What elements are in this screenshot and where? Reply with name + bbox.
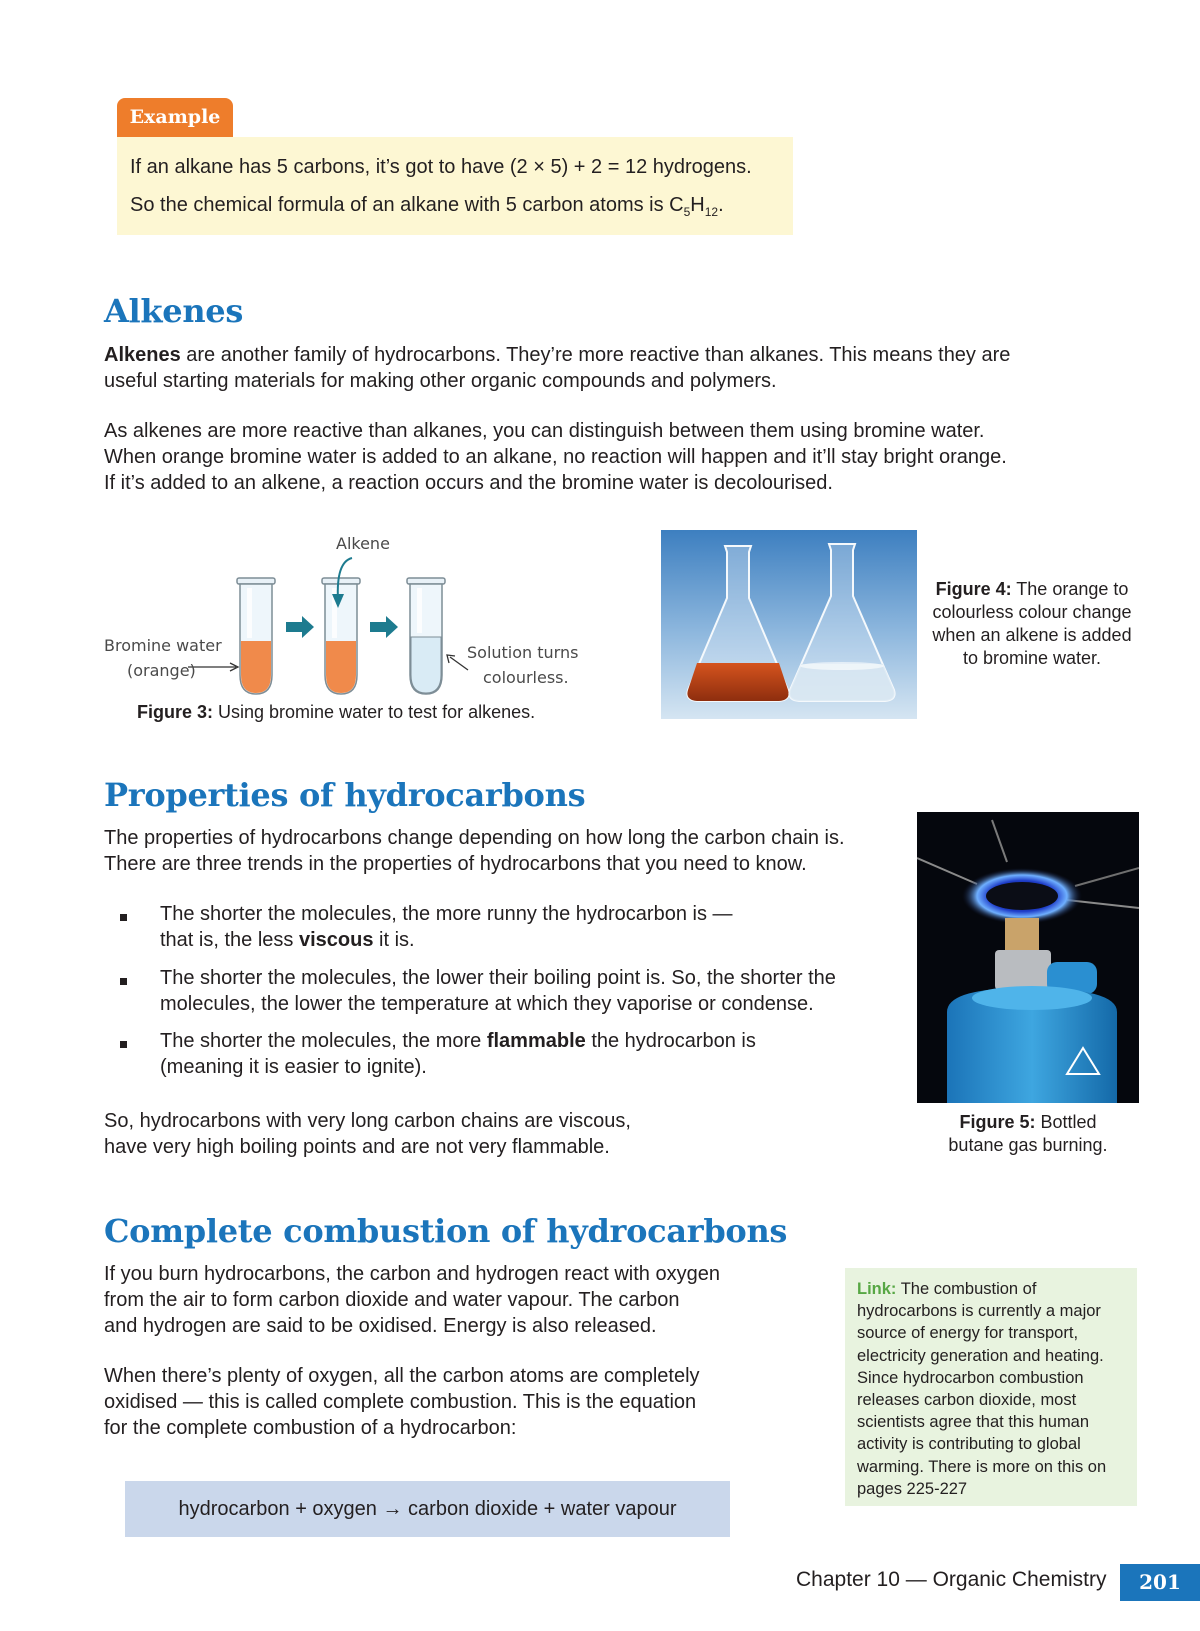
figure-3-caption [137,701,535,724]
caption-label: Figure 3: [137,702,214,722]
combustion-paragraph-2 [104,1363,700,1441]
text: If you burn hydrocarbons, the carbon and hydrogen react with oxygen [104,1263,720,1285]
example-text: H [690,194,705,216]
bullet-marker [120,1032,130,1042]
text: (meaning it is easier to ignite). [160,1056,427,1078]
test-tube-colourless [407,578,445,694]
caption-text: Using bromine water to test for alkenes. [213,702,536,722]
text: that is, the less [160,929,299,951]
text: When there’s plenty of oxygen, all the carbon atoms are completely [104,1365,700,1387]
caption-label: Figure 5: [959,1112,1036,1132]
text: molecules, the lower the temperature at which they vaporise or condense. [160,993,814,1015]
bold-term: viscous [298,929,374,951]
figure-5-caption [917,1111,1139,1157]
page-number: 201 [1120,1564,1200,1601]
figure-4-caption [922,578,1142,670]
test-tube-orange [237,578,275,694]
text: The properties of hydrocarbons change depending on how long the carbon chain is. [104,827,845,849]
combustion-heading: Complete combustion of hydrocarbons [104,1212,788,1250]
label-solution-turns: Solution turns [467,643,579,662]
bullet-marker [120,969,130,979]
text: The shorter the molecules, the lower their boiling point is. So, the shorter the [160,967,836,989]
flasks-photo [661,530,917,719]
bullet-item-1 [160,901,733,953]
subscript: 5 [683,205,691,219]
butane-burner-photo [917,812,1139,1103]
example-line-2 [130,194,724,219]
label-alkene: Alkene [336,534,390,553]
text: it is. [373,929,415,951]
example-box [117,137,793,235]
label-colourless: colourless. [483,668,569,687]
alkenes-heading: Alkenes [104,292,244,330]
text: So, hydrocarbons with very long carbon chains are viscous, [104,1110,631,1132]
chapter-title: Chapter 10 — Organic Chemistry [796,1568,1107,1591]
example-text: . [718,194,724,216]
text: The shorter the molecules, the more [160,1030,487,1052]
text: The shorter the molecules, the more runny the hydrocarbon is — [160,903,733,925]
properties-summary [104,1108,631,1160]
text: have very high boiling points and are not very flammable. [104,1136,610,1158]
example-text: So the chemical formula of an alkane with 5 carbon atoms is C [130,194,684,216]
label-orange: (orange) [127,661,196,680]
text: useful starting materials for making other organic compounds and polymers. [104,370,777,392]
text: the hydrocarbon is [585,1030,756,1052]
label-bromine-water: Bromine water [104,636,222,655]
bold-term: Alkenes [104,344,181,366]
text: If it’s added to an alkene, a reaction occurs and the bromine water is decolourised. [104,472,833,494]
text: for the complete combustion of a hydrocarbon: [104,1417,517,1439]
bullet-item-2 [160,965,836,1017]
bullet-item-3 [160,1028,756,1080]
caption-text: colourless colour change [932,602,1132,622]
text: from the air to form carbon dioxide and water vapour. The carbon [104,1289,680,1311]
text: When orange bromine water is added to an alkane, no reaction will happen and it’ll stay bright orange. [104,446,1007,468]
pointer-line [450,657,468,670]
caption-text: to bromine water. [962,648,1102,668]
arrow-right-icon [286,616,314,638]
caption-text: butane gas burning. [948,1135,1108,1155]
link-text [857,1278,1137,1500]
properties-heading: Properties of hydrocarbons [104,776,586,814]
bold-term: flammable [486,1030,586,1052]
properties-intro [104,825,845,877]
text: There are three trends in the properties of hydrocarbons that you need to know. [104,853,807,875]
subscript: 12 [704,205,719,219]
bullet-marker [120,905,130,915]
caption-text: when an alkene is added [932,625,1132,645]
combustion-equation: hydrocarbon + oxygen → carbon dioxide + water vapour [125,1481,730,1537]
text: are another family of hydrocarbons. They’re more reactive than alkanes. This means they are [180,344,1011,366]
text: oxidised — this is called complete combustion. This is the equation [104,1391,697,1413]
link-body: The combustion of hydrocarbons is currently a major source of energy for transport, electricity generation and heating. Since hydrocarbon combustion releases carbon dioxide, most scientists agree that this human activity is contributing to global warming. There is more on this on pages 225-227 [857,1280,1107,1498]
caption-label: Figure 4: [935,579,1012,599]
caption-text: Bottled [1035,1112,1097,1132]
example-tag: Example [117,98,233,137]
text: and hydrogen are said to be oxidised. Energy is also released. [104,1315,657,1337]
text: As alkenes are more reactive than alkanes, you can distinguish between them using bromine water. [104,420,985,442]
combustion-paragraph-1 [104,1261,720,1339]
example-line-1: If an alkane has 5 carbons, it’s got to have (2 × 5) + 2 = 12 hydrogens. [130,156,752,178]
alkenes-paragraph-2 [104,418,1007,496]
alkenes-paragraph-1 [104,342,1010,394]
link-label: Link: [857,1280,897,1298]
caption-text: The orange to [1011,579,1129,599]
arrow-right-icon [370,616,398,638]
